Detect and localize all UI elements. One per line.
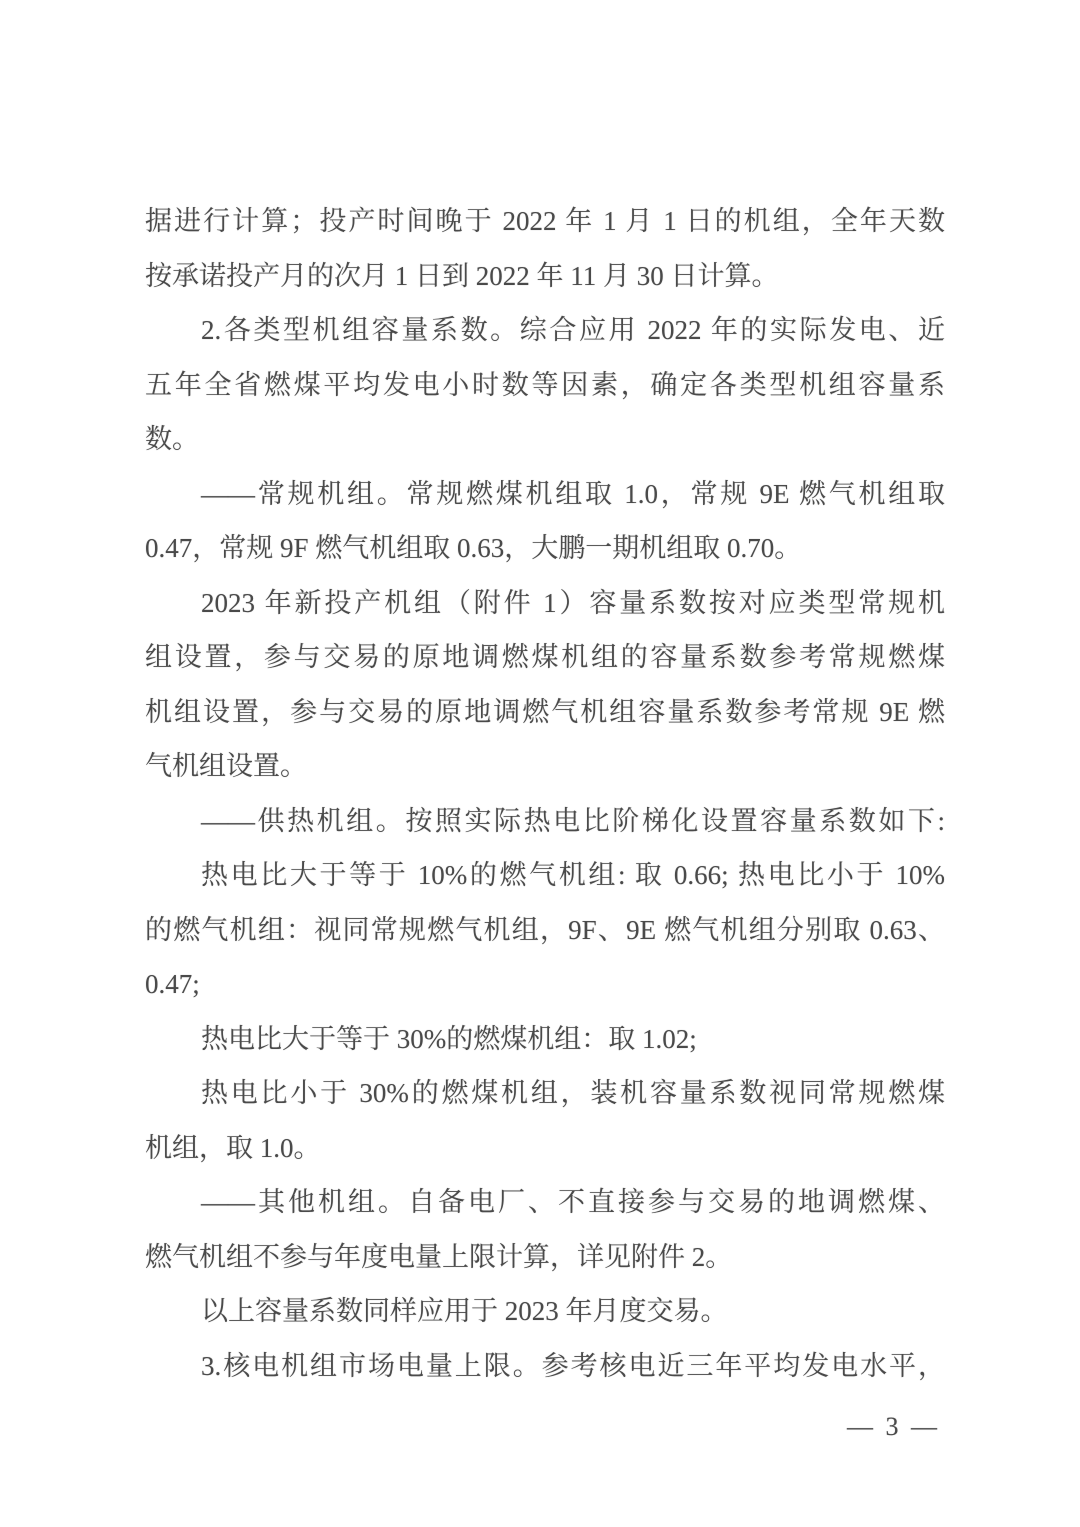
page-number: — 3 — — [847, 1412, 937, 1441]
text-line: 机组设置，参与交易的原地调燃气机组容量系数参考常规 9E 燃 — [145, 696, 945, 727]
text-line: ——供热机组。按照实际热电比阶梯化设置容量系数如下: — [201, 805, 945, 836]
text-line: 0.47，常规 9F 燃气机组取 0.63，大鹏一期机组取 0.70。 — [145, 533, 802, 563]
text-line: 3.核电机组市场电量上限。参考核电近三年平均发电水平， — [201, 1350, 945, 1381]
text-line: 热电比小于 30%的燃煤机组，装机容量系数视同常规燃煤 — [201, 1078, 945, 1108]
text-line: 按承诺投产月的次月 1 日到 2022 年 11 月 30 日计算。 — [145, 260, 779, 291]
text-line: 2023 年新投产机组（附件 1）容量系数按对应类型常规机 — [201, 587, 945, 618]
text-line: 2.各类型机组容量系数。综合应用 2022 年的实际发电、近 — [201, 315, 945, 345]
document-body — [145, 194, 945, 1393]
text-line: 燃气机组不参与年度电量上限计算，详见附件 2。 — [145, 1241, 733, 1272]
text-line: 据进行计算；投产时间晚于 2022 年 1 月 1 日的机组，全年天数 — [145, 206, 945, 236]
text-line: ——常规机组。常规燃煤机组取 1.0，常规 9E 燃气机组取 — [201, 478, 945, 509]
text-line: 的燃气机组：视同常规燃气机组，9F、9E 燃气机组分别取 0.63、 — [145, 914, 945, 945]
text-line: 气机组设置。 — [145, 751, 307, 781]
text-line: 0.47; — [145, 969, 200, 999]
text-line: 数。 — [145, 424, 199, 454]
text-line: 五年全省燃煤平均发电小时数等因素，确定各类型机组容量系 — [145, 369, 945, 400]
text-line: 热电比大于等于 30%的燃煤机组：取 1.02; — [201, 1023, 697, 1054]
text-line: 热电比大于等于 10%的燃气机组: 取 0.66; 热电比小于 10% — [201, 860, 945, 890]
text-line: 以上容量系数同样应用于 2023 年月度交易。 — [201, 1296, 728, 1326]
text-line: 机组，取 1.0。 — [145, 1132, 321, 1163]
text-line: 组设置，参与交易的原地调燃煤机组的容量系数参考常规燃煤 — [145, 642, 945, 672]
text-line: ——其他机组。自备电厂、不直接参与交易的地调燃煤、 — [201, 1187, 945, 1217]
